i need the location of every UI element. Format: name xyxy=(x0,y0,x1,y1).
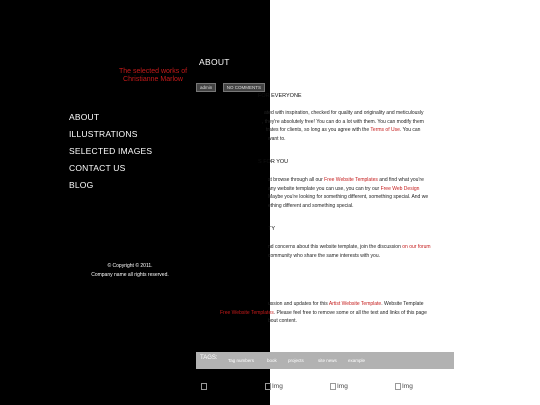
nav-contact-us[interactable]: CONTACT US xyxy=(69,163,126,173)
thumbnail-2[interactable]: Img xyxy=(265,383,283,390)
p1-line4: want to. xyxy=(268,135,286,142)
tagline-line1: The selected works of xyxy=(118,68,188,75)
copyright-text: © Copyright © 2011. xyxy=(107,263,153,269)
p4-line1: ussion and updates for this xyxy=(268,301,329,307)
main-nav xyxy=(69,111,152,196)
artist-template-link[interactable]: Artist Website Template xyxy=(328,301,382,307)
free-templates-link[interactable]: Free Website Templates xyxy=(220,309,274,316)
nav-illustrations[interactable]: ILLUSTRATIONS xyxy=(69,129,138,139)
p2-line2: any website template you can use, you can try our xyxy=(268,185,381,192)
p4-line2: . Please feel free to remove some or all the text and links of this page xyxy=(273,309,427,316)
tagline-line2[interactable]: Christianne Marlow xyxy=(123,76,183,83)
nav-blog[interactable]: BLOG xyxy=(69,180,94,190)
tag-link[interactable]: book xyxy=(267,358,277,363)
post-meta xyxy=(196,76,267,94)
p4-line3: bout content. xyxy=(268,318,297,324)
tags-bar xyxy=(196,352,454,369)
thumbnail-4[interactable]: Img xyxy=(395,383,413,390)
broken-image-icon xyxy=(330,383,336,390)
forum-link[interactable]: on our forum xyxy=(402,244,431,250)
free-website-templates-link[interactable]: Free Website Templates xyxy=(324,177,378,183)
heading-community: TY xyxy=(268,226,276,232)
p1-line3: trates for clients, so long as you agree with the xyxy=(266,127,371,133)
p1-line2: , they're absolutely free! You can do a lot with them. You can modify them xyxy=(262,118,424,125)
free-web-design-link[interactable]: Free Web Design xyxy=(380,185,420,192)
tag-link[interactable]: Tag numbers xyxy=(228,358,255,363)
footer xyxy=(80,262,180,280)
broken-image-icon xyxy=(201,383,207,390)
p4-line1-end: . Website Template xyxy=(381,301,424,307)
author-link[interactable]: admin xyxy=(196,83,216,92)
tag-link[interactable]: site news xyxy=(318,358,337,363)
paragraph-3 xyxy=(196,243,454,260)
nav-about[interactable]: ABOUT xyxy=(69,112,100,122)
paragraph-4 xyxy=(196,300,454,326)
broken-image-icon xyxy=(265,383,271,390)
heading-for-you: S FOR YOU xyxy=(258,159,289,165)
broken-image-icon xyxy=(395,383,401,390)
comments-link[interactable]: NO COMMENTS xyxy=(223,83,265,92)
p2-line1-end: and find what you're xyxy=(377,177,424,183)
nav-selected-images[interactable]: SELECTED IMAGES xyxy=(69,146,153,156)
terms-of-use-link[interactable]: Terms of Use xyxy=(370,127,400,133)
thumbnail-row xyxy=(196,383,454,397)
p3-line1: nd concerns about this website template, join the discussion xyxy=(268,244,403,250)
p2-line1: st browse through all our xyxy=(268,177,325,183)
tags-label: TAGS: xyxy=(200,355,218,361)
tag-link[interactable]: example xyxy=(348,358,366,363)
p1-line1: ated with inspiration, checked for quality and originality and meticulously xyxy=(264,110,424,116)
paragraph-2 xyxy=(196,176,454,210)
page-title: ABOUT xyxy=(199,57,230,67)
thumbnail-1[interactable] xyxy=(201,383,208,390)
thumbnail-3[interactable]: Img xyxy=(330,383,348,390)
p1-line3-end: . You can xyxy=(399,127,421,133)
p2-line4: ething different and something special. xyxy=(268,202,354,209)
heading-for-everyone: FOR EVERYONE xyxy=(258,93,302,99)
p3-line2: community who share the same interests with you. xyxy=(268,252,380,259)
p2-line3: Maybe you're looking for something different, something special. And we xyxy=(268,194,429,200)
tag-link[interactable]: projects xyxy=(288,358,304,363)
paragraph-1 xyxy=(196,109,454,143)
company-text: Company name all rights reserved. xyxy=(91,272,169,278)
